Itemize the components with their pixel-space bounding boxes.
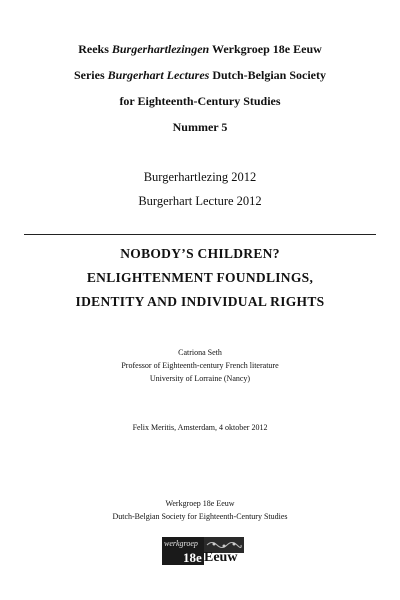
publisher-name: Werkgroep 18e Eeuw bbox=[165, 499, 235, 508]
series-number: Nummer 5 bbox=[172, 120, 228, 134]
venue-date: Felix Meritis, Amsterdam, 4 oktober 2012 bbox=[132, 423, 268, 432]
series-line-2-post: Dutch-Belgian Society bbox=[209, 68, 326, 82]
author-position: Professor of Eighteenth-century French literature bbox=[121, 361, 279, 370]
series-line-2-pre: Series bbox=[73, 68, 108, 82]
publisher-society: Dutch-Belgian Society for Eighteenth-Century Studies bbox=[112, 512, 288, 521]
series-line-2-italic: Burgerhart Lectures bbox=[107, 68, 210, 82]
series-line-3: for Eighteenth-Century Studies bbox=[119, 94, 281, 108]
series-line-1-post: Werkgroep 18e Eeuw bbox=[209, 42, 322, 56]
publisher-logo bbox=[162, 537, 244, 565]
title-line-2: ENLIGHTENMENT FOUNDLINGS, bbox=[86, 270, 314, 285]
author-name: Catriona Seth bbox=[178, 348, 222, 357]
series-line-1 bbox=[0, 42, 400, 57]
divider-rule bbox=[24, 234, 376, 235]
logo-18e-text: 18e bbox=[183, 550, 202, 565]
series-line-2 bbox=[0, 68, 400, 83]
author-affiliation: University of Lorraine (Nancy) bbox=[149, 374, 251, 383]
lecture-english: Burgerhart Lecture 2012 bbox=[138, 194, 262, 208]
lecture-dutch: Burgerhartlezing 2012 bbox=[143, 170, 257, 184]
series-line-1-italic: Burgerhartlezingen bbox=[111, 42, 210, 56]
series-line-1-pre: Reeks bbox=[78, 42, 112, 56]
logo-werkgroep-text: werkgroep bbox=[164, 539, 198, 548]
title-line-1: NOBODY’S CHILDREN? bbox=[120, 246, 280, 261]
title-line-3: IDENTITY AND INDIVIDUAL RIGHTS bbox=[75, 294, 325, 309]
logo-eeuw-text: Eeuw bbox=[204, 550, 238, 565]
